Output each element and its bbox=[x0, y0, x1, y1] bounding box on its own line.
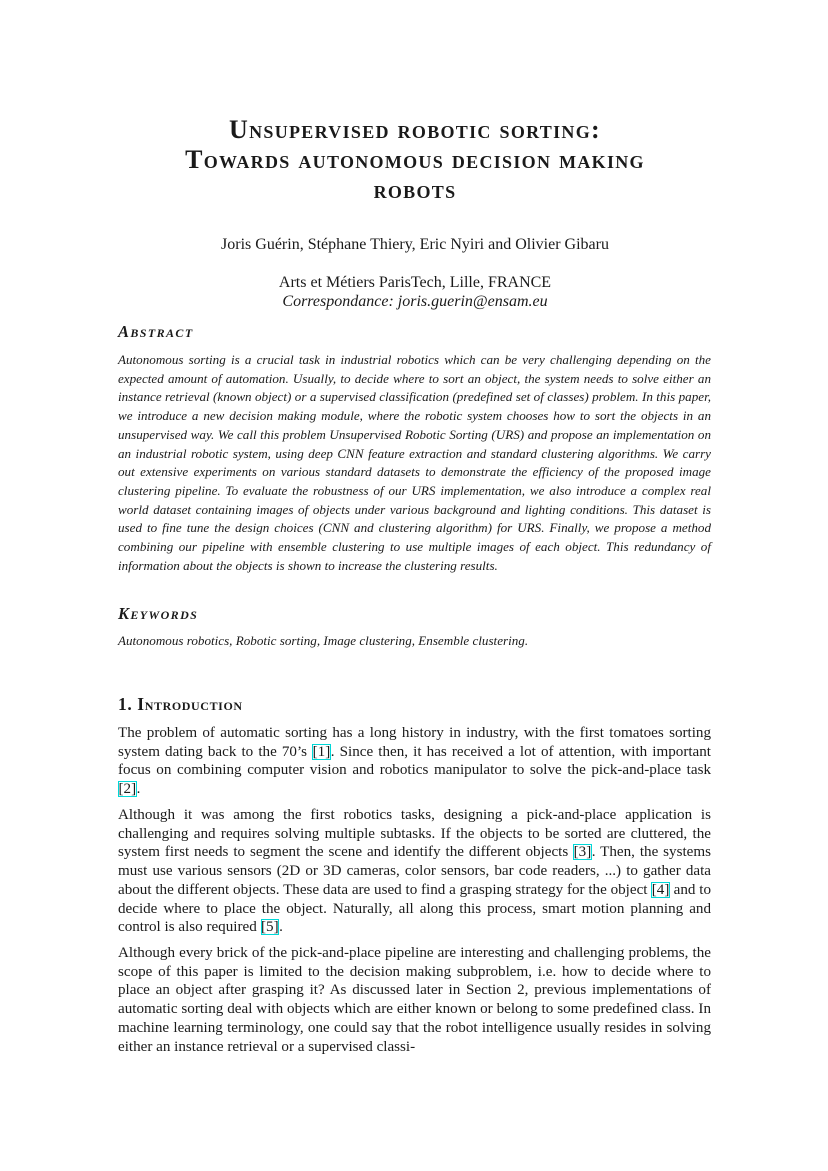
intro-paragraph-2 bbox=[118, 806, 711, 937]
intro-paragraph-3: Although every brick of the pick-and-place pipeline are interesting and challenging problems, the scope of this paper is limited to the decision making subproblem, i.e. how to decide where to place an object after grasping it? As discussed later in Section 2, previous implementations of automatic sorting deal with objects which are either known or belong to some predefined class. In machine learning terminology, one could say that the robot intelligence usually resides in solving either an instance retrieval or a supervised classi- bbox=[118, 945, 711, 1055]
paper-title-line-1: Unsupervised robotic sorting: bbox=[229, 115, 601, 144]
affiliation: Arts et Métiers ParisTech, Lille, FRANCE bbox=[278, 274, 552, 291]
correspondence-email: Correspondance: joris.guerin@ensam.eu bbox=[282, 293, 548, 310]
paper-title-line-3: robots bbox=[373, 175, 457, 204]
text-run: . bbox=[279, 919, 283, 936]
keywords-heading: Keywords bbox=[118, 604, 199, 623]
introduction-heading: 1. Introduction bbox=[118, 694, 243, 714]
keywords-list: Autonomous robotics, Robotic sorting, Image clustering, Ensemble clustering. bbox=[118, 633, 529, 648]
author-list: Joris Guérin, Stéphane Thiery, Eric Nyiri and Olivier Gibaru bbox=[221, 236, 609, 253]
text-run: . Since then, it has received a lot of attention, with important focus on combining computer vision and robotics manipulator to solve the pick-and-place task bbox=[118, 743, 711, 779]
text-run: and to decide where to place the object. Naturally, all along this process, smart motion planning and control is also required bbox=[118, 881, 711, 936]
abstract-heading: Abstract bbox=[118, 322, 194, 341]
text-run: Although it was among the first robotics tasks, designing a pick-and-place application is challenging and requires solving multiple subtasks. If the objects to be sorted are cluttered, the system first needs to segment the scene and identify the different objects bbox=[118, 807, 711, 861]
text-run: The problem of automatic sorting has a long history in industry, with the first tomatoes sorting system dating back to the 70’s bbox=[118, 725, 711, 760]
intro-paragraph-1 bbox=[118, 724, 711, 799]
abstract-body: Autonomous sorting is a crucial task in industrial robotics which can be very challenging depending on the expected amount of automation. Usually, to decide where to sort an object, the system needs to solve either an instance retrieval (known object) or a supervised classification (predefined set of classes) problem. In this paper, we introduce a new decision making module, where the robotic system chooses how to sort the objects in an unsupervised way. We call this problem Unsupervised Robotic Sorting (URS) and propose an implementation on an industrial robotic system, using deep CNN feature extraction and standard clustering algorithms. We carry out extensive experiments on various standard datasets to demonstrate the efficiency of the proposed image clustering pipeline. To evaluate the robustness of our URS implementation, we also introduce a complex real world dataset containing images of objects under various background and lighting conditions. This dataset is used to fine tune the design choices (CNN and clustering algorithm) for URS. Finally, we propose a method combining our pipeline with ensemble clustering to use multiple images of each object. This redundancy of information about the objects is shown to increase the clustering results. bbox=[118, 352, 711, 573]
citation-link[interactable]: [5] bbox=[261, 919, 279, 936]
citation-link[interactable]: [1] bbox=[312, 743, 331, 760]
citation-link[interactable]: [3] bbox=[573, 844, 592, 861]
citation-link[interactable]: [4] bbox=[651, 881, 670, 898]
citation-link[interactable]: [2] bbox=[118, 781, 137, 798]
text-run: . bbox=[136, 781, 141, 798]
paper-title-line-2: Towards autonomous decision making bbox=[185, 145, 645, 174]
text-run: . Then, the systems must use various sensors (2D or 3D cameras, color sensors, bar code readers, ...) to gather data about the different objects. These data are used to find a grasping strategy for the object bbox=[118, 844, 711, 898]
